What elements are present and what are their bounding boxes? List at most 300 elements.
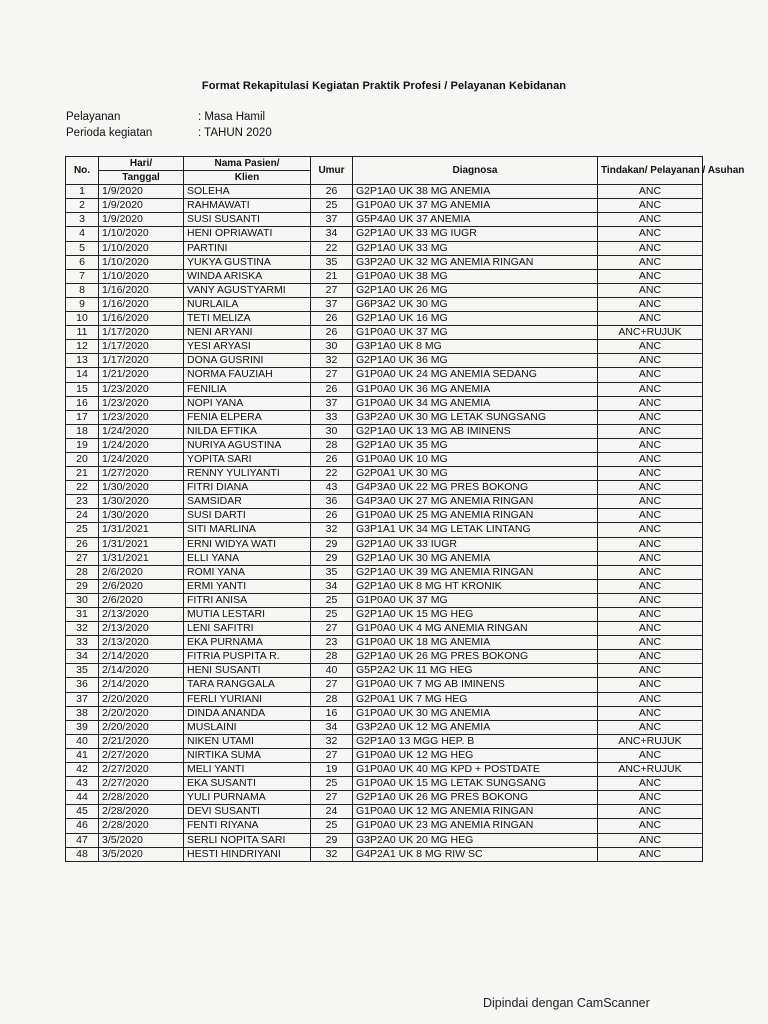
row-action: ANC bbox=[598, 636, 703, 650]
row-action: ANC bbox=[598, 495, 703, 509]
row-diagnosis: G1P0A0 UK 30 MG ANEMIA bbox=[353, 706, 598, 720]
row-patient-name: HENI SUSANTI bbox=[184, 664, 311, 678]
row-age: 27 bbox=[311, 791, 353, 805]
row-age: 25 bbox=[311, 819, 353, 833]
row-patient-name: MUTIA LESTARI bbox=[184, 608, 311, 622]
row-date: 1/10/2020 bbox=[99, 241, 184, 255]
row-action: ANC bbox=[598, 199, 703, 213]
row-diagnosis: G3P2A0 UK 12 MG ANEMIA bbox=[353, 720, 598, 734]
table-row bbox=[66, 551, 703, 565]
row-patient-name: DINDA ANANDA bbox=[184, 706, 311, 720]
row-diagnosis: G1P0A0 UK 18 MG ANEMIA bbox=[353, 636, 598, 650]
row-age: 30 bbox=[311, 424, 353, 438]
row-diagnosis: G4P2A1 UK 8 MG RIW SC bbox=[353, 847, 598, 861]
row-date: 2/13/2020 bbox=[99, 608, 184, 622]
row-number: 19 bbox=[66, 438, 99, 452]
row-diagnosis: G1P0A0 UK 24 MG ANEMIA SEDANG bbox=[353, 368, 598, 382]
periode-value: : TAHUN 2020 bbox=[198, 127, 272, 139]
row-diagnosis: G1P0A0 UK 40 MG KPD + POSTDATE bbox=[353, 763, 598, 777]
row-number: 36 bbox=[66, 678, 99, 692]
row-number: 44 bbox=[66, 791, 99, 805]
row-date: 1/23/2020 bbox=[99, 410, 184, 424]
row-diagnosis: G2P1A0 UK 26 MG PRES BOKONG bbox=[353, 791, 598, 805]
table-row bbox=[66, 678, 703, 692]
row-age: 29 bbox=[311, 551, 353, 565]
row-action: ANC bbox=[598, 241, 703, 255]
row-number: 17 bbox=[66, 410, 99, 424]
row-number: 4 bbox=[66, 227, 99, 241]
row-diagnosis: G1P0A0 UK 36 MG ANEMIA bbox=[353, 382, 598, 396]
row-number: 29 bbox=[66, 579, 99, 593]
table-row bbox=[66, 227, 703, 241]
row-action: ANC bbox=[598, 452, 703, 466]
row-patient-name: SUSI DARTI bbox=[184, 509, 311, 523]
row-action: ANC bbox=[598, 255, 703, 269]
row-action: ANC bbox=[598, 678, 703, 692]
row-action: ANC bbox=[598, 819, 703, 833]
table-row bbox=[66, 650, 703, 664]
row-number: 25 bbox=[66, 523, 99, 537]
row-age: 32 bbox=[311, 847, 353, 861]
table-row bbox=[66, 593, 703, 607]
row-number: 14 bbox=[66, 368, 99, 382]
row-date: 1/9/2020 bbox=[99, 199, 184, 213]
row-number: 47 bbox=[66, 833, 99, 847]
row-number: 38 bbox=[66, 706, 99, 720]
row-diagnosis: G2P1A0 UK 39 MG ANEMIA RINGAN bbox=[353, 565, 598, 579]
row-action: ANC bbox=[598, 467, 703, 481]
row-date: 1/16/2020 bbox=[99, 283, 184, 297]
row-date: 2/21/2020 bbox=[99, 734, 184, 748]
header-klien: Klien bbox=[184, 171, 311, 185]
row-number: 48 bbox=[66, 847, 99, 861]
row-action: ANC bbox=[598, 424, 703, 438]
row-date: 1/30/2020 bbox=[99, 481, 184, 495]
table-row bbox=[66, 438, 703, 452]
row-number: 26 bbox=[66, 537, 99, 551]
row-number: 28 bbox=[66, 565, 99, 579]
row-date: 1/16/2020 bbox=[99, 312, 184, 326]
row-action: ANC bbox=[598, 227, 703, 241]
row-diagnosis: G1P0A0 UK 34 MG ANEMIA bbox=[353, 396, 598, 410]
table-row bbox=[66, 424, 703, 438]
row-age: 16 bbox=[311, 706, 353, 720]
table-row bbox=[66, 833, 703, 847]
row-patient-name: VANY AGUSTYARMI bbox=[184, 283, 311, 297]
row-diagnosis: G4P3A0 UK 22 MG PRES BOKONG bbox=[353, 481, 598, 495]
row-action: ANC bbox=[598, 805, 703, 819]
row-patient-name: ERMI YANTI bbox=[184, 579, 311, 593]
row-age: 37 bbox=[311, 213, 353, 227]
row-diagnosis: G1P0A0 UK 37 MG bbox=[353, 326, 598, 340]
row-patient-name: HESTI HINDRIYANI bbox=[184, 847, 311, 861]
row-date: 2/14/2020 bbox=[99, 650, 184, 664]
row-action: ANC bbox=[598, 185, 703, 199]
header-no: No. bbox=[66, 157, 99, 185]
row-number: 2 bbox=[66, 199, 99, 213]
table-row bbox=[66, 452, 703, 466]
row-action: ANC bbox=[598, 354, 703, 368]
row-number: 34 bbox=[66, 650, 99, 664]
row-date: 1/31/2021 bbox=[99, 551, 184, 565]
row-action: ANC+RUJUK bbox=[598, 763, 703, 777]
table-row bbox=[66, 608, 703, 622]
row-action: ANC bbox=[598, 748, 703, 762]
row-date: 1/30/2020 bbox=[99, 495, 184, 509]
table-row bbox=[66, 368, 703, 382]
row-number: 30 bbox=[66, 593, 99, 607]
row-action: ANC bbox=[598, 213, 703, 227]
row-patient-name: NOPI YANA bbox=[184, 396, 311, 410]
row-number: 11 bbox=[66, 326, 99, 340]
row-diagnosis: G1P0A0 UK 4 MG ANEMIA RINGAN bbox=[353, 622, 598, 636]
row-patient-name: FENIA ELPERA bbox=[184, 410, 311, 424]
row-patient-name: TETI MELIZA bbox=[184, 312, 311, 326]
row-patient-name: NENI ARYANI bbox=[184, 326, 311, 340]
row-patient-name: ELLI YANA bbox=[184, 551, 311, 565]
row-date: 1/24/2020 bbox=[99, 452, 184, 466]
row-patient-name: DONA GUSRINI bbox=[184, 354, 311, 368]
table-row bbox=[66, 720, 703, 734]
table-body bbox=[66, 185, 703, 862]
row-action: ANC bbox=[598, 382, 703, 396]
table-row bbox=[66, 241, 703, 255]
row-number: 16 bbox=[66, 396, 99, 410]
row-date: 1/31/2021 bbox=[99, 523, 184, 537]
row-number: 18 bbox=[66, 424, 99, 438]
row-number: 6 bbox=[66, 255, 99, 269]
row-patient-name: SUSI SUSANTI bbox=[184, 213, 311, 227]
row-age: 34 bbox=[311, 579, 353, 593]
row-number: 23 bbox=[66, 495, 99, 509]
row-action: ANC bbox=[598, 523, 703, 537]
row-number: 40 bbox=[66, 734, 99, 748]
table-row bbox=[66, 185, 703, 199]
row-date: 1/9/2020 bbox=[99, 213, 184, 227]
row-number: 32 bbox=[66, 622, 99, 636]
table-row bbox=[66, 199, 703, 213]
row-date: 1/10/2020 bbox=[99, 269, 184, 283]
row-patient-name: WINDA ARISKA bbox=[184, 269, 311, 283]
header-nama: Nama Pasien/ bbox=[184, 157, 311, 171]
row-action: ANC bbox=[598, 664, 703, 678]
table-row bbox=[66, 326, 703, 340]
row-diagnosis: G2P1A0 13 MGG HEP. B bbox=[353, 734, 598, 748]
row-age: 26 bbox=[311, 185, 353, 199]
table-row bbox=[66, 396, 703, 410]
row-diagnosis: G2P1A0 UK 33 MG IUGR bbox=[353, 227, 598, 241]
row-diagnosis: G3P2A0 UK 20 MG HEG bbox=[353, 833, 598, 847]
row-patient-name: RENNY YULIYANTI bbox=[184, 467, 311, 481]
table-row bbox=[66, 410, 703, 424]
row-patient-name: LENI SAFITRI bbox=[184, 622, 311, 636]
row-date: 3/5/2020 bbox=[99, 847, 184, 861]
row-diagnosis: G2P1A0 UK 30 MG ANEMIA bbox=[353, 551, 598, 565]
row-age: 32 bbox=[311, 523, 353, 537]
row-age: 23 bbox=[311, 636, 353, 650]
row-age: 27 bbox=[311, 622, 353, 636]
table-row bbox=[66, 467, 703, 481]
row-patient-name: EKA PURNAMA bbox=[184, 636, 311, 650]
table-row bbox=[66, 847, 703, 861]
row-patient-name: YULI PURNAMA bbox=[184, 791, 311, 805]
row-number: 9 bbox=[66, 297, 99, 311]
row-date: 2/13/2020 bbox=[99, 636, 184, 650]
row-date: 2/27/2020 bbox=[99, 763, 184, 777]
row-diagnosis: G1P0A0 UK 38 MG bbox=[353, 269, 598, 283]
row-date: 1/17/2020 bbox=[99, 326, 184, 340]
row-action: ANC bbox=[598, 720, 703, 734]
row-age: 25 bbox=[311, 777, 353, 791]
row-number: 31 bbox=[66, 608, 99, 622]
row-patient-name: SOLEHA bbox=[184, 185, 311, 199]
row-action: ANC bbox=[598, 692, 703, 706]
row-age: 27 bbox=[311, 748, 353, 762]
row-diagnosis: G2P1A0 UK 13 MG AB IMINENS bbox=[353, 424, 598, 438]
row-date: 1/16/2020 bbox=[99, 297, 184, 311]
row-age: 35 bbox=[311, 255, 353, 269]
row-age: 30 bbox=[311, 340, 353, 354]
row-action: ANC bbox=[598, 368, 703, 382]
row-age: 28 bbox=[311, 438, 353, 452]
row-action: ANC bbox=[598, 269, 703, 283]
table-row bbox=[66, 340, 703, 354]
pelayanan-line bbox=[66, 111, 265, 123]
row-date: 2/14/2020 bbox=[99, 678, 184, 692]
table-row bbox=[66, 213, 703, 227]
row-action: ANC bbox=[598, 312, 703, 326]
row-date: 2/28/2020 bbox=[99, 791, 184, 805]
row-number: 33 bbox=[66, 636, 99, 650]
row-date: 1/24/2020 bbox=[99, 438, 184, 452]
table-row bbox=[66, 777, 703, 791]
row-patient-name: NIRTIKA SUMA bbox=[184, 748, 311, 762]
row-diagnosis: G5P4A0 UK 37 ANEMIA bbox=[353, 213, 598, 227]
row-action: ANC bbox=[598, 396, 703, 410]
row-action: ANC bbox=[598, 438, 703, 452]
row-date: 1/17/2020 bbox=[99, 340, 184, 354]
row-date: 1/30/2020 bbox=[99, 509, 184, 523]
row-age: 33 bbox=[311, 410, 353, 424]
row-action: ANC bbox=[598, 579, 703, 593]
row-patient-name: HENI OPRIAWATI bbox=[184, 227, 311, 241]
row-action: ANC bbox=[598, 706, 703, 720]
row-diagnosis: G3P2A0 UK 32 MG ANEMIA RINGAN bbox=[353, 255, 598, 269]
row-age: 27 bbox=[311, 368, 353, 382]
row-action: ANC bbox=[598, 565, 703, 579]
header-diagnosa: Diagnosa bbox=[353, 157, 598, 185]
table-row bbox=[66, 692, 703, 706]
row-diagnosis: G2P0A1 UK 30 MG bbox=[353, 467, 598, 481]
row-diagnosis: G3P1A1 UK 34 MG LETAK LINTANG bbox=[353, 523, 598, 537]
row-diagnosis: G1P0A0 UK 23 MG ANEMIA RINGAN bbox=[353, 819, 598, 833]
table-row bbox=[66, 791, 703, 805]
row-number: 15 bbox=[66, 382, 99, 396]
table-row bbox=[66, 312, 703, 326]
periode-line bbox=[66, 127, 272, 139]
row-number: 45 bbox=[66, 805, 99, 819]
row-action: ANC bbox=[598, 283, 703, 297]
row-number: 21 bbox=[66, 467, 99, 481]
row-date: 2/20/2020 bbox=[99, 720, 184, 734]
row-date: 2/6/2020 bbox=[99, 565, 184, 579]
table-row bbox=[66, 819, 703, 833]
table-row bbox=[66, 748, 703, 762]
row-age: 37 bbox=[311, 396, 353, 410]
row-action: ANC bbox=[598, 650, 703, 664]
row-diagnosis: G1P0A0 UK 7 MG AB IMINENS bbox=[353, 678, 598, 692]
row-age: 22 bbox=[311, 241, 353, 255]
pelayanan-value: : Masa Hamil bbox=[198, 111, 266, 123]
row-age: 35 bbox=[311, 565, 353, 579]
row-diagnosis: G2P0A1 UK 7 MG HEG bbox=[353, 692, 598, 706]
row-patient-name: YUKYA GUSTINA bbox=[184, 255, 311, 269]
row-age: 25 bbox=[311, 593, 353, 607]
row-diagnosis: G1P0A0 UK 10 MG bbox=[353, 452, 598, 466]
row-patient-name: FERLI YURIANI bbox=[184, 692, 311, 706]
row-number: 13 bbox=[66, 354, 99, 368]
row-diagnosis: G1P0A0 UK 37 MG bbox=[353, 593, 598, 607]
row-patient-name: NIKEN UTAMI bbox=[184, 734, 311, 748]
row-number: 8 bbox=[66, 283, 99, 297]
row-age: 26 bbox=[311, 382, 353, 396]
row-action: ANC bbox=[598, 551, 703, 565]
row-patient-name: SERLI NOPITA SARI bbox=[184, 833, 311, 847]
row-diagnosis: G2P1A0 UK 26 MG PRES BOKONG bbox=[353, 650, 598, 664]
row-action: ANC bbox=[598, 509, 703, 523]
row-age: 28 bbox=[311, 692, 353, 706]
row-age: 34 bbox=[311, 720, 353, 734]
row-number: 39 bbox=[66, 720, 99, 734]
table-row bbox=[66, 269, 703, 283]
row-patient-name: ROMI YANA bbox=[184, 565, 311, 579]
header-row bbox=[66, 157, 703, 171]
table-row bbox=[66, 636, 703, 650]
header-tanggal: Tanggal bbox=[99, 171, 184, 185]
row-number: 7 bbox=[66, 269, 99, 283]
document-title: Format Rekapitulasi Kegiatan Praktik Profesi / Pelayanan Kebidanan bbox=[201, 80, 567, 92]
row-age: 37 bbox=[311, 297, 353, 311]
row-date: 1/23/2020 bbox=[99, 396, 184, 410]
row-diagnosis: G2P1A0 UK 16 MG bbox=[353, 312, 598, 326]
row-age: 32 bbox=[311, 354, 353, 368]
row-patient-name: PARTINI bbox=[184, 241, 311, 255]
row-diagnosis: G3P2A0 UK 30 MG LETAK SUNGSANG bbox=[353, 410, 598, 424]
row-diagnosis: G2P1A0 UK 15 MG HEG bbox=[353, 608, 598, 622]
row-number: 46 bbox=[66, 819, 99, 833]
row-age: 25 bbox=[311, 608, 353, 622]
row-patient-name: NURLAILA bbox=[184, 297, 311, 311]
table-row bbox=[66, 382, 703, 396]
row-diagnosis: G1P0A0 UK 15 MG LETAK SUNGSANG bbox=[353, 777, 598, 791]
table-row bbox=[66, 354, 703, 368]
row-diagnosis: G1P0A0 UK 12 MG HEG bbox=[353, 748, 598, 762]
row-patient-name: SAMSIDAR bbox=[184, 495, 311, 509]
row-date: 3/5/2020 bbox=[99, 833, 184, 847]
row-patient-name: DEVI SUSANTI bbox=[184, 805, 311, 819]
row-age: 43 bbox=[311, 481, 353, 495]
header-umur: Umur bbox=[311, 157, 353, 185]
row-number: 1 bbox=[66, 185, 99, 199]
table-row bbox=[66, 565, 703, 579]
row-patient-name: FITRIA PUSPITA R. bbox=[184, 650, 311, 664]
row-patient-name: FITRI DIANA bbox=[184, 481, 311, 495]
row-age: 26 bbox=[311, 452, 353, 466]
row-patient-name: SITI MARLINA bbox=[184, 523, 311, 537]
row-action: ANC bbox=[598, 410, 703, 424]
row-date: 2/6/2020 bbox=[99, 579, 184, 593]
row-date: 2/14/2020 bbox=[99, 664, 184, 678]
row-diagnosis: G6P3A2 UK 30 MG bbox=[353, 297, 598, 311]
row-action: ANC bbox=[598, 537, 703, 551]
row-diagnosis: G1P0A0 UK 25 MG ANEMIA RINGAN bbox=[353, 509, 598, 523]
row-age: 25 bbox=[311, 199, 353, 213]
row-diagnosis: G2P1A0 UK 8 MG HT KRONIK bbox=[353, 579, 598, 593]
row-number: 3 bbox=[66, 213, 99, 227]
table-row bbox=[66, 297, 703, 311]
row-age: 40 bbox=[311, 664, 353, 678]
row-diagnosis: G2P1A0 UK 35 MG bbox=[353, 438, 598, 452]
table-row bbox=[66, 481, 703, 495]
row-diagnosis: G2P1A0 UK 33 MG bbox=[353, 241, 598, 255]
row-diagnosis: G2P1A0 UK 38 MG ANEMIA bbox=[353, 185, 598, 199]
recap-table bbox=[65, 156, 745, 862]
row-age: 27 bbox=[311, 283, 353, 297]
row-patient-name: FENTI RIYANA bbox=[184, 819, 311, 833]
row-patient-name: YESI ARYASI bbox=[184, 340, 311, 354]
table-row bbox=[66, 537, 703, 551]
row-age: 22 bbox=[311, 467, 353, 481]
row-action: ANC bbox=[598, 481, 703, 495]
table-row bbox=[66, 622, 703, 636]
table-row bbox=[66, 763, 703, 777]
row-action: ANC bbox=[598, 297, 703, 311]
row-patient-name: MUSLAINI bbox=[184, 720, 311, 734]
row-age: 32 bbox=[311, 734, 353, 748]
row-patient-name: RAHMAWATI bbox=[184, 199, 311, 213]
row-date: 1/27/2020 bbox=[99, 467, 184, 481]
row-date: 1/10/2020 bbox=[99, 255, 184, 269]
row-action: ANC+RUJUK bbox=[598, 326, 703, 340]
row-diagnosis: G4P3A0 UK 27 MG ANEMIA RINGAN bbox=[353, 495, 598, 509]
table-row bbox=[66, 255, 703, 269]
row-age: 36 bbox=[311, 495, 353, 509]
row-action: ANC bbox=[598, 833, 703, 847]
row-patient-name: TARA RANGGALA bbox=[184, 678, 311, 692]
header-tindakan: Tindakan/ Pelayanan / Asuhan bbox=[598, 157, 703, 185]
row-diagnosis: G2P1A0 UK 26 MG bbox=[353, 283, 598, 297]
table-row bbox=[66, 523, 703, 537]
row-number: 12 bbox=[66, 340, 99, 354]
row-action: ANC bbox=[598, 608, 703, 622]
row-age: 19 bbox=[311, 763, 353, 777]
row-number: 22 bbox=[66, 481, 99, 495]
row-date: 1/23/2020 bbox=[99, 382, 184, 396]
row-action: ANC bbox=[598, 791, 703, 805]
row-action: ANC bbox=[598, 777, 703, 791]
row-date: 1/9/2020 bbox=[99, 185, 184, 199]
row-patient-name: FENILIA bbox=[184, 382, 311, 396]
row-number: 41 bbox=[66, 748, 99, 762]
row-patient-name: NURIYA AGUSTINA bbox=[184, 438, 311, 452]
table-row bbox=[66, 664, 703, 678]
row-patient-name: FITRI ANISA bbox=[184, 593, 311, 607]
row-number: 27 bbox=[66, 551, 99, 565]
row-number: 37 bbox=[66, 692, 99, 706]
row-number: 24 bbox=[66, 509, 99, 523]
row-age: 29 bbox=[311, 833, 353, 847]
row-date: 2/28/2020 bbox=[99, 819, 184, 833]
